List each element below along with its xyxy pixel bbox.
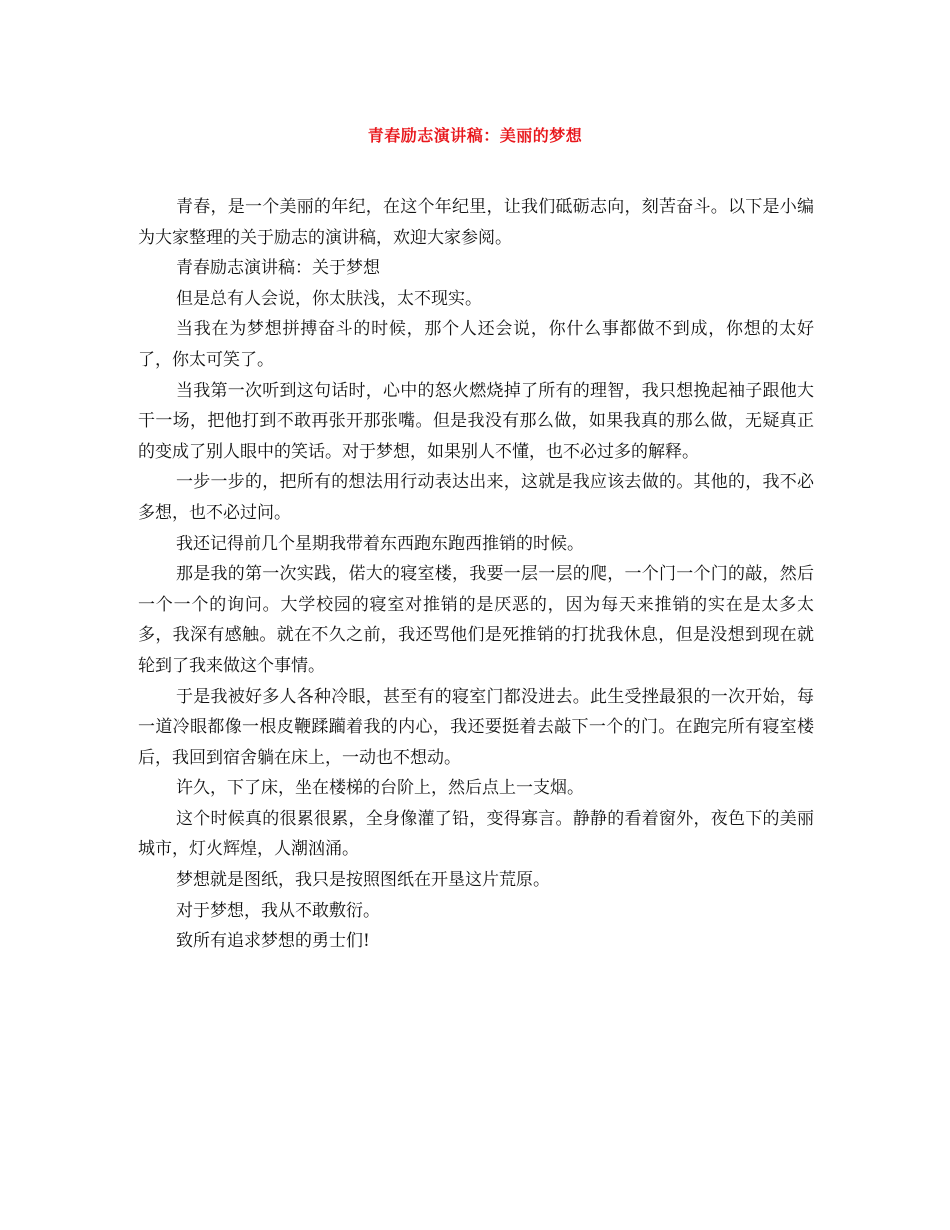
- paragraph-3: 但是总有人会说，你太肤浅，太不现实。: [176, 288, 482, 309]
- paragraph-12: 梦想就是图纸，我只是按照图纸在开垦这片荒原。: [176, 870, 550, 891]
- document-body: [138, 192, 814, 957]
- paragraph-6: 一步一步的，把所有的想法用行动表达出来，这就是我应该去做的。其他的，我不必多想，也不必过问。: [138, 472, 814, 523]
- paragraph-8: 那是我的第一次实践，偌大的寝室楼，我要一层一层的爬，一个门一个门的敲，然后一个一个的询问。大学校园的寝室对推销的是厌恶的，因为每天来推销的实在是太多太多，我深有感触。就在不久之前，我还骂他们是死推销的打扰我休息，但是没想到现在就轮到了我来做这个事情。: [138, 564, 814, 676]
- paragraph-5: 当我第一次听到这句话时，心中的怒火燃烧掉了所有的理智，我只想挽起袖子跟他大干一场，把他打到不敢再张开那张嘴。但是我没有那么做，如果我真的那么做，无疑真正的变成了别人眼中的笑话。对于梦想，如果别人不懂，也不必过多的解释。: [138, 380, 814, 462]
- paragraph-4: 当我在为梦想拼搏奋斗的时候，那个人还会说，你什么事都做不到成，你想的太好了，你太可笑了。: [138, 319, 814, 370]
- paragraph-1: 青春，是一个美丽的年纪，在这个年纪里，让我们砥砺志向，刻苦奋斗。以下是小编为大家整理的关于励志的演讲稿，欢迎大家参阅。: [138, 197, 814, 248]
- paragraph-7: 我还记得前几个星期我带着东西跑东跑西推销的时候。: [176, 533, 584, 554]
- paragraph-11: 这个时候真的很累很累，全身像灌了铅，变得寡言。静静的看着窗外，夜色下的美丽城市，灯火辉煌，人潮汹涌。: [138, 808, 814, 860]
- document-title: 青春励志演讲稿：美丽的梦想: [367, 126, 583, 145]
- paragraph-9: 于是我被好多人各种冷眼，甚至有的寝室门都没进去。此生受挫最狠的一次开始，每一道冷眼都像一根皮鞭蹂躏着我的内心，我还要挺着去敲下一个的门。在跑完所有寝室楼后，我回到宿舍躺在床上，一动也不想动。: [138, 686, 814, 768]
- paragraph-2: 青春励志演讲稿：关于梦想: [176, 258, 380, 279]
- paragraph-10: 许久，下了床，坐在楼梯的台阶上，然后点上一支烟。: [176, 778, 584, 799]
- paragraph-14: 致所有追求梦想的勇士们!: [176, 931, 370, 952]
- paragraph-13: 对于梦想，我从不敢敷衍。: [176, 900, 380, 921]
